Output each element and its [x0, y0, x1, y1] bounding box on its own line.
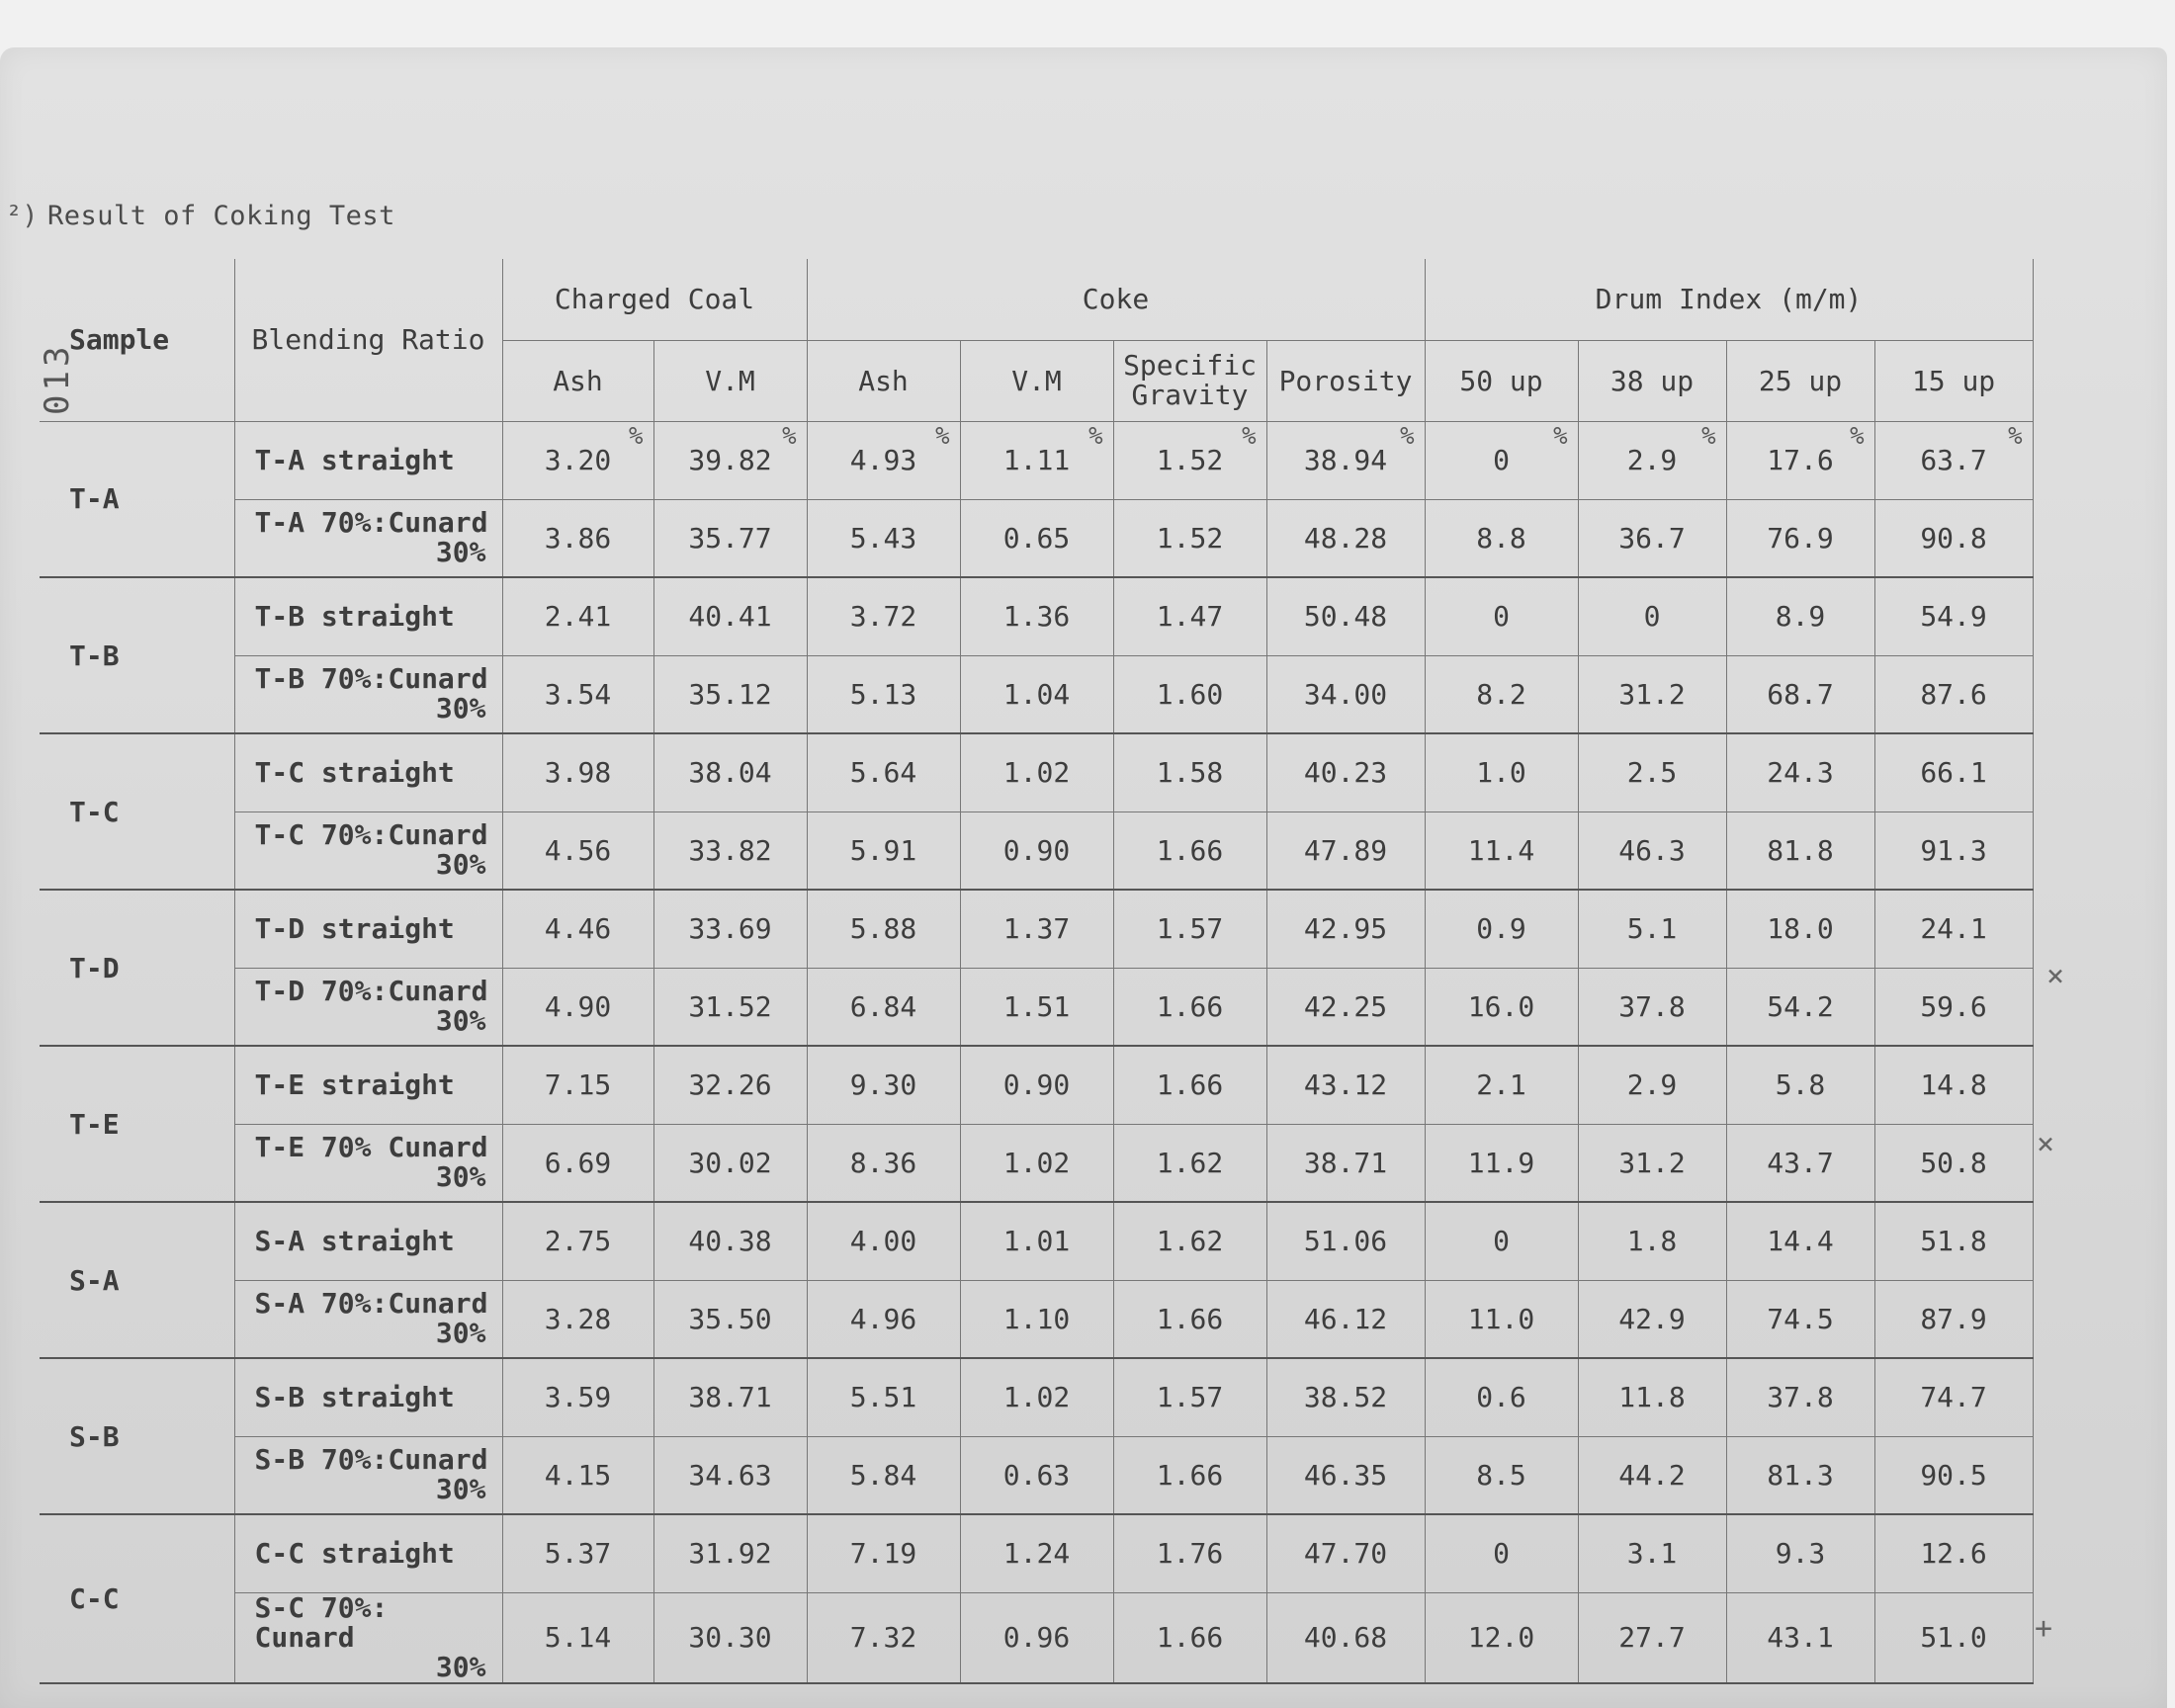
blending-ratio-cell — [234, 577, 502, 655]
value-cell-d15: 87.9 — [1874, 1280, 2033, 1358]
value-cell-porosity: 47.70 — [1266, 1514, 1425, 1592]
value-cell-d50: 8.8 — [1425, 499, 1578, 577]
blend-ratio-text: 30% — [435, 1473, 486, 1506]
value-cell-d15: 90.8 — [1874, 499, 2033, 577]
blending-ratio-cell — [234, 1514, 502, 1592]
blending-ratio-cell — [234, 811, 502, 890]
value-cell-cc-ash: 3.59 — [502, 1358, 653, 1436]
percent-unit: % — [935, 421, 950, 450]
sample-cell: T-E — [40, 1046, 234, 1202]
value-cell-cc-vm: 33.69 — [653, 890, 807, 968]
sample-cell: T-B — [40, 577, 234, 733]
blending-ratio-cell — [234, 1592, 502, 1683]
value-cell-cc-ash: 4.15 — [502, 1436, 653, 1514]
value-cell-d38: 42.9 — [1578, 1280, 1726, 1358]
cell-value: 38.94 — [1303, 444, 1388, 476]
value-cell-d38: 1.8 — [1578, 1202, 1726, 1280]
value-cell-d25: 24.3 — [1726, 733, 1874, 811]
value-cell-d50: 8.2 — [1425, 655, 1578, 733]
value-cell-porosity: 51.06 — [1266, 1202, 1425, 1280]
cell-value: 63.7 — [1920, 444, 1987, 476]
table-row — [40, 499, 2033, 577]
value-cell-coke-ash: 6.84 — [807, 968, 960, 1046]
percent-unit: % — [1701, 421, 1716, 450]
value-cell-d25: 14.4 — [1726, 1202, 1874, 1280]
value-cell-d15: 91.3 — [1874, 811, 2033, 890]
value-cell-d15: 12.6 — [1874, 1514, 2033, 1592]
value-cell-porosity: 38.71 — [1266, 1124, 1425, 1202]
percent-unit: % — [782, 421, 797, 450]
percent-unit: % — [1242, 421, 1257, 450]
percent-unit: % — [1088, 421, 1103, 450]
value-cell-cc-vm: 35.12 — [653, 655, 807, 733]
value-cell-sg — [1113, 421, 1266, 499]
blend-text: T-A straight — [254, 443, 455, 476]
blend-text: T-B straight — [254, 599, 455, 633]
value-cell-d15: 14.8 — [1874, 1046, 2033, 1124]
value-cell-coke-ash: 3.72 — [807, 577, 960, 655]
value-cell-porosity — [1266, 421, 1425, 499]
blend-text: C-C straight — [254, 1536, 455, 1570]
value-cell-sg: 1.62 — [1113, 1124, 1266, 1202]
table-row — [40, 1514, 2033, 1592]
value-cell-d15: 24.1 — [1874, 890, 2033, 968]
value-cell-coke-ash: 7.32 — [807, 1592, 960, 1683]
header-sample: Sample — [40, 259, 234, 421]
value-cell-coke-vm — [960, 421, 1113, 499]
blending-ratio-cell — [234, 499, 502, 577]
value-cell-d50: 11.9 — [1425, 1124, 1578, 1202]
percent-unit: % — [1850, 421, 1865, 450]
blend-text: T-C straight — [254, 755, 455, 789]
page-stamp: 013 — [38, 342, 77, 415]
blend-text: S-A 70%:Cunard — [254, 1287, 488, 1321]
value-cell-coke-ash: 7.19 — [807, 1514, 960, 1592]
value-cell-cc-ash: 4.90 — [502, 968, 653, 1046]
sample-cell: S-A — [40, 1202, 234, 1358]
table-row — [40, 733, 2033, 811]
value-cell-cc-vm: 34.63 — [653, 1436, 807, 1514]
percent-unit: % — [2008, 421, 2023, 450]
blending-ratio-cell — [234, 1436, 502, 1514]
value-cell-d25: 5.8 — [1726, 1046, 1874, 1124]
value-cell-porosity: 46.12 — [1266, 1280, 1425, 1358]
value-cell-d38: 36.7 — [1578, 499, 1726, 577]
value-cell-coke-ash: 9.30 — [807, 1046, 960, 1124]
value-cell-d50: 16.0 — [1425, 968, 1578, 1046]
table-row — [40, 1592, 2033, 1683]
value-cell-porosity: 47.89 — [1266, 811, 1425, 890]
blend-ratio-text: 30% — [435, 848, 486, 882]
value-cell-d15 — [1874, 421, 2033, 499]
value-cell-coke-ash: 5.88 — [807, 890, 960, 968]
value-cell-sg: 1.57 — [1113, 1358, 1266, 1436]
value-cell-cc-ash: 2.41 — [502, 577, 653, 655]
value-cell-d25: 43.7 — [1726, 1124, 1874, 1202]
value-cell-d50: 1.0 — [1425, 733, 1578, 811]
value-cell-cc-vm: 32.26 — [653, 1046, 807, 1124]
value-cell-cc-ash: 5.37 — [502, 1514, 653, 1592]
value-cell-coke-vm: 1.24 — [960, 1514, 1113, 1592]
value-cell-porosity: 40.68 — [1266, 1592, 1425, 1683]
header-50-up: 50 up — [1425, 340, 1578, 421]
table-body — [40, 421, 2033, 1683]
header-sg-line2: Gravity — [1131, 379, 1249, 411]
value-cell-coke-ash: 5.13 — [807, 655, 960, 733]
value-cell-coke-vm: 1.02 — [960, 1124, 1113, 1202]
table-row — [40, 890, 2033, 968]
value-cell-sg: 1.66 — [1113, 1280, 1266, 1358]
value-cell-coke-vm: 1.02 — [960, 733, 1113, 811]
value-cell-sg: 1.76 — [1113, 1514, 1266, 1592]
header-specific-gravity — [1113, 340, 1266, 421]
value-cell-d38: 2.9 — [1578, 1046, 1726, 1124]
cell-value: 0 — [1493, 444, 1510, 476]
table-row — [40, 1358, 2033, 1436]
header-25-up: 25 up — [1726, 340, 1874, 421]
value-cell-cc-ash: 2.75 — [502, 1202, 653, 1280]
value-cell-coke-vm: 1.36 — [960, 577, 1113, 655]
blend-text: T-B 70%:Cunard — [254, 662, 488, 696]
value-cell-cc-vm: 38.04 — [653, 733, 807, 811]
header-38-up: 38 up — [1578, 340, 1726, 421]
header-coke-vm: V.M — [960, 340, 1113, 421]
blend-text: S-A straight — [254, 1224, 455, 1257]
value-cell-sg: 1.66 — [1113, 1592, 1266, 1683]
value-cell-d25: 18.0 — [1726, 890, 1874, 968]
value-cell-d15: 50.8 — [1874, 1124, 2033, 1202]
value-cell-d50: 0 — [1425, 577, 1578, 655]
value-cell-coke-vm: 1.51 — [960, 968, 1113, 1046]
value-cell-d25: 37.8 — [1726, 1358, 1874, 1436]
pencil-mark: ⨯ — [2037, 1127, 2055, 1161]
blend-text: T-D straight — [254, 911, 455, 945]
cell-value: 2.9 — [1626, 444, 1678, 476]
header-sg-line1: Specific — [1123, 349, 1257, 382]
value-cell-sg: 1.58 — [1113, 733, 1266, 811]
value-cell-coke-ash: 5.51 — [807, 1358, 960, 1436]
pencil-mark: + — [2035, 1611, 2053, 1646]
header-coke-ash: Ash — [807, 340, 960, 421]
value-cell-d50: 0 — [1425, 1514, 1578, 1592]
sample-cell: T-A — [40, 421, 234, 577]
value-cell-cc-vm: 30.02 — [653, 1124, 807, 1202]
value-cell-coke-ash: 5.64 — [807, 733, 960, 811]
table-row — [40, 1046, 2033, 1124]
value-cell-cc-vm — [653, 421, 807, 499]
cell-value: 1.11 — [1002, 444, 1071, 476]
value-cell-d38: 5.1 — [1578, 890, 1726, 968]
value-cell-porosity: 34.00 — [1266, 655, 1425, 733]
value-cell-sg: 1.66 — [1113, 1046, 1266, 1124]
cell-value: 1.52 — [1156, 444, 1224, 476]
value-cell-porosity: 42.25 — [1266, 968, 1425, 1046]
value-cell-sg: 1.62 — [1113, 1202, 1266, 1280]
value-cell-sg: 1.47 — [1113, 577, 1266, 655]
value-cell-porosity: 50.48 — [1266, 577, 1425, 655]
value-cell-d50: 11.0 — [1425, 1280, 1578, 1358]
value-cell-porosity: 46.35 — [1266, 1436, 1425, 1514]
value-cell-cc-ash: 6.69 — [502, 1124, 653, 1202]
blend-ratio-text: 30% — [435, 1650, 486, 1683]
blend-ratio-text: 30% — [435, 536, 486, 569]
value-cell-d25: 43.1 — [1726, 1592, 1874, 1683]
value-cell-cc-vm: 31.92 — [653, 1514, 807, 1592]
value-cell-cc-vm: 33.82 — [653, 811, 807, 890]
value-cell-d25: 74.5 — [1726, 1280, 1874, 1358]
value-cell-coke-ash: 5.91 — [807, 811, 960, 890]
table-row — [40, 577, 2033, 655]
value-cell-d38: 11.8 — [1578, 1358, 1726, 1436]
value-cell-cc-vm: 31.52 — [653, 968, 807, 1046]
value-cell-d50: 2.1 — [1425, 1046, 1578, 1124]
value-cell-d25: 81.3 — [1726, 1436, 1874, 1514]
value-cell-coke-ash: 5.43 — [807, 499, 960, 577]
value-cell-coke-vm: 1.01 — [960, 1202, 1113, 1280]
sample-cell: C-C — [40, 1514, 234, 1683]
value-cell-sg: 1.66 — [1113, 968, 1266, 1046]
value-cell-coke-vm: 0.63 — [960, 1436, 1113, 1514]
blend-text: T-D 70%:Cunard — [254, 975, 488, 1008]
value-cell-d25: 81.8 — [1726, 811, 1874, 890]
value-cell-cc-vm: 38.71 — [653, 1358, 807, 1436]
blend-text: T-C 70%:Cunard — [254, 818, 488, 852]
value-cell-d50: 8.5 — [1425, 1436, 1578, 1514]
value-cell-coke-ash: 4.96 — [807, 1280, 960, 1358]
cell-value: 39.82 — [688, 444, 772, 476]
blending-ratio-cell — [234, 1358, 502, 1436]
value-cell-d15: 54.9 — [1874, 577, 2033, 655]
table-row — [40, 1202, 2033, 1280]
sample-cell: T-D — [40, 890, 234, 1046]
value-cell-sg: 1.57 — [1113, 890, 1266, 968]
value-cell-d15: 66.1 — [1874, 733, 2033, 811]
value-cell-cc-ash: 4.56 — [502, 811, 653, 890]
value-cell-coke-vm: 1.04 — [960, 655, 1113, 733]
header-charged-coal: Charged Coal — [502, 259, 807, 340]
blending-ratio-cell — [234, 733, 502, 811]
blend-text: T-E straight — [254, 1068, 455, 1101]
blend-ratio-text: 30% — [435, 1317, 486, 1350]
blending-ratio-cell — [234, 421, 502, 499]
value-cell-d25: 54.2 — [1726, 968, 1874, 1046]
value-cell-cc-vm: 35.50 — [653, 1280, 807, 1358]
blending-ratio-cell — [234, 890, 502, 968]
header-cc-vm: V.M — [653, 340, 807, 421]
table-row — [40, 968, 2033, 1046]
value-cell-coke-ash: 4.00 — [807, 1202, 960, 1280]
value-cell-d15: 51.0 — [1874, 1592, 2033, 1683]
value-cell-d38 — [1578, 421, 1726, 499]
header-porosity: Porosity — [1266, 340, 1425, 421]
blend-ratio-text: 30% — [435, 1160, 486, 1194]
table-row — [40, 1436, 2033, 1514]
table-row — [40, 655, 2033, 733]
value-cell-porosity: 42.95 — [1266, 890, 1425, 968]
value-cell-coke-vm: 0.96 — [960, 1592, 1113, 1683]
value-cell-d38: 3.1 — [1578, 1514, 1726, 1592]
value-cell-cc-ash: 3.86 — [502, 499, 653, 577]
value-cell-sg: 1.52 — [1113, 499, 1266, 577]
sample-cell: S-B — [40, 1358, 234, 1514]
blending-ratio-cell — [234, 968, 502, 1046]
value-cell-cc-ash: 7.15 — [502, 1046, 653, 1124]
table-row — [40, 811, 2033, 890]
blending-ratio-cell — [234, 655, 502, 733]
header-drum-index: Drum Index (m/m) — [1425, 259, 2033, 340]
value-cell-coke-vm: 0.65 — [960, 499, 1113, 577]
value-cell-cc-ash: 4.46 — [502, 890, 653, 968]
value-cell-d15: 87.6 — [1874, 655, 2033, 733]
value-cell-d50: 0.6 — [1425, 1358, 1578, 1436]
blending-ratio-cell — [234, 1202, 502, 1280]
value-cell-cc-ash — [502, 421, 653, 499]
value-cell-d38: 44.2 — [1578, 1436, 1726, 1514]
value-cell-cc-vm: 35.77 — [653, 499, 807, 577]
table-row — [40, 1280, 2033, 1358]
blend-ratio-text: 30% — [435, 1004, 486, 1038]
value-cell-porosity: 48.28 — [1266, 499, 1425, 577]
table-row — [40, 1124, 2033, 1202]
percent-unit: % — [1553, 421, 1568, 450]
blend-text: S-B 70%:Cunard — [254, 1443, 488, 1477]
header-coke: Coke — [807, 259, 1425, 340]
blend-text: S-B straight — [254, 1380, 455, 1413]
value-cell-porosity: 40.23 — [1266, 733, 1425, 811]
cell-value: 4.93 — [849, 444, 917, 476]
header-cc-ash: Ash — [502, 340, 653, 421]
percent-unit: % — [1400, 421, 1415, 450]
blending-ratio-cell — [234, 1124, 502, 1202]
value-cell-sg: 1.66 — [1113, 1436, 1266, 1514]
value-cell-d38: 0 — [1578, 577, 1726, 655]
header-15-up: 15 up — [1874, 340, 2033, 421]
value-cell-coke-vm: 1.02 — [960, 1358, 1113, 1436]
value-cell-d15: 90.5 — [1874, 1436, 2033, 1514]
sample-cell: T-C — [40, 733, 234, 890]
value-cell-coke-ash: 8.36 — [807, 1124, 960, 1202]
pencil-mark: ⨯ — [2046, 959, 2065, 993]
value-cell-coke-vm: 0.90 — [960, 1046, 1113, 1124]
value-cell-coke-vm: 1.37 — [960, 890, 1113, 968]
value-cell-sg: 1.60 — [1113, 655, 1266, 733]
percent-unit: % — [629, 421, 644, 450]
value-cell-d25: 9.3 — [1726, 1514, 1874, 1592]
value-cell-d50 — [1425, 421, 1578, 499]
value-cell-d50: 0.9 — [1425, 890, 1578, 968]
value-cell-d38: 31.2 — [1578, 1124, 1726, 1202]
value-cell-coke-ash — [807, 421, 960, 499]
value-cell-cc-ash: 3.28 — [502, 1280, 653, 1358]
value-cell-coke-vm: 0.90 — [960, 811, 1113, 890]
table-row — [40, 421, 2033, 499]
blend-ratio-text: 30% — [435, 692, 486, 726]
value-cell-cc-vm: 30.30 — [653, 1592, 807, 1683]
value-cell-sg: 1.66 — [1113, 811, 1266, 890]
value-cell-d25: 68.7 — [1726, 655, 1874, 733]
value-cell-d38: 31.2 — [1578, 655, 1726, 733]
coking-test-table — [40, 259, 2034, 1684]
document-title: Result of Coking Test — [47, 201, 395, 231]
value-cell-d25 — [1726, 421, 1874, 499]
value-cell-d25: 76.9 — [1726, 499, 1874, 577]
blend-text: S-C 70%: Cunard — [254, 1590, 389, 1654]
value-cell-d15: 74.7 — [1874, 1358, 2033, 1436]
value-cell-d50: 0 — [1425, 1202, 1578, 1280]
value-cell-porosity: 43.12 — [1266, 1046, 1425, 1124]
blending-ratio-cell — [234, 1280, 502, 1358]
value-cell-cc-ash: 3.98 — [502, 733, 653, 811]
value-cell-d15: 51.8 — [1874, 1202, 2033, 1280]
value-cell-d38: 46.3 — [1578, 811, 1726, 890]
blending-ratio-cell — [234, 1046, 502, 1124]
value-cell-d38: 27.7 — [1578, 1592, 1726, 1683]
value-cell-d25: 8.9 — [1726, 577, 1874, 655]
value-cell-coke-vm: 1.10 — [960, 1280, 1113, 1358]
value-cell-d38: 2.5 — [1578, 733, 1726, 811]
value-cell-cc-vm: 40.38 — [653, 1202, 807, 1280]
value-cell-cc-ash: 3.54 — [502, 655, 653, 733]
blend-text: T-A 70%:Cunard — [254, 506, 488, 540]
blend-text: T-E 70% Cunard — [254, 1131, 488, 1164]
value-cell-d15: 59.6 — [1874, 968, 2033, 1046]
value-cell-d50: 11.4 — [1425, 811, 1578, 890]
header-blending-ratio: Blending Ratio — [234, 259, 502, 421]
section-number: ²) — [6, 201, 39, 231]
value-cell-d38: 37.8 — [1578, 968, 1726, 1046]
cell-value: 17.6 — [1767, 444, 1834, 476]
value-cell-cc-vm: 40.41 — [653, 577, 807, 655]
value-cell-cc-ash: 5.14 — [502, 1592, 653, 1683]
value-cell-porosity: 38.52 — [1266, 1358, 1425, 1436]
value-cell-coke-ash: 5.84 — [807, 1436, 960, 1514]
cell-value: 3.20 — [544, 444, 612, 476]
value-cell-d50: 12.0 — [1425, 1592, 1578, 1683]
